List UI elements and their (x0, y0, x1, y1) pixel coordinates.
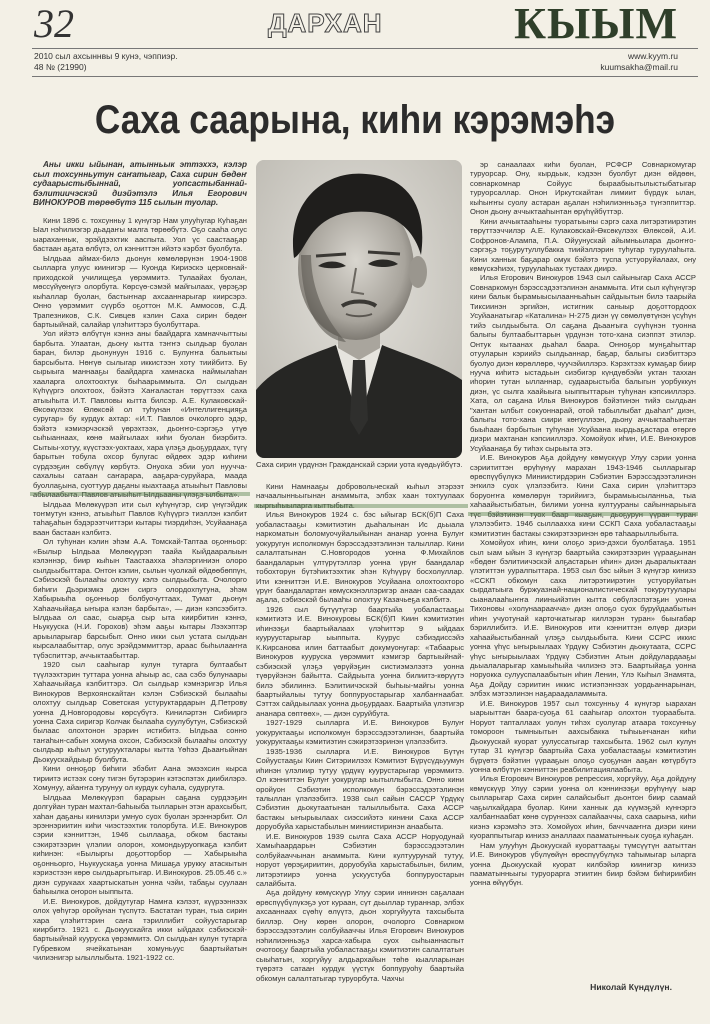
paragraph: Хомойуох иһин, кини олоҕо эриэ-дэхси буолбатаҕа. 1951 сыл ыам ыйын 3 күнүгэр баартыйа сэкирэтээрин үүрааҕынан «бөдөҥ бэлитиичэскэй алҕастарын иһин» диэн дьаралыктаан үлэтиттэн ууралпыттара. 1953 сыл бэс ыйын 3 күнүгэр кинизэ «ССКП обкомун саха литэрэтиирэтин устуоруйатын сырдатыыга буржуазнай-националистическай токурутуулары сыаналааһыҥҥа лииньийэтин кытта сөбүлэспэтэҕин уонна Тихоновы «холунаараачча» диэн олоҕо суох буруйдаабытын иһин учуотунай карточкатыгар киллэрэн туран» быыгабар бэриллибитэ. И.Е. Винокуров ити кэнниттэн өлүөр диэри хаһаайыстыбаннай үлэҕэ сылдьыбыта. Кини ССРС иккис уонна үһүс ыҥырыылаах Үрдүкү Сэбиэтин дьокутаата, ССРС үһүс ыҥырыылаах Үрдүкү Сэбиэтин Атын дойдулардааҕы дьыалаларыгар хамыыһыйа чилиэнэ этэ. Баартыйаҕа уонна норуокка сулууспалаабытын иһин Ленин, Үлэ Кыһыл Знамята, Аҕа Дойду сэриитин иккис истиэпэннээх уордьаннарынан, элбэх мэтээлинэн наҕараадаламмыта. (470, 538, 696, 699)
section-title: ДАРХАН (268, 8, 383, 38)
page-number: 32 (34, 1, 74, 46)
article-column-2 (256, 482, 464, 1012)
paragraph: 1935-1936 сылларга И.Е. Винокуров Бүтүн Сойуустааҕы Киин Ситэриилээх Кэмитиэт Бүрүсүдьуумун иһинэн үлэлиир тутуу үрдүкү куурустарыгар үөрэммитэ. Ол кэнниттэн Булуҥ уокуругар ыытыллыбыта. Онно кини оройуон Сэбиэтин исполкомун бэрэссэдээтэлинэн талыллан үлэлээбитэ. 1938 сыл сайын САССР Үрдүкү Сэбиэтин дьокутаатынан талыллыбыта. Саха АССР бастакы ыҥырыылаах сиэссийэтэ кинини Саха АССР доруобуйа харыстабылын миниистиринэн анаабыта. (256, 746, 464, 832)
paragraph: Уол ийэтэ өлбүтүн кэннэ аны баайдарга хамначчыттыы барбыта. Улаатан, дьону кытта тэҥҥэ сылдьар буолан баран, билэр дьонунуун 1916 с. Булуҥҥа балыктыы барсыбыта. Нөҥүө сылыгар иккистээн хоту тиийбитэ. Бу сырыыга маннааҕы баайдарга хамнаска наймылаһан хааларга олохтоохтук быһаарыммыта. Ол сылдьан Күһүүргэ олохтоох, бэйэтэ Хаҥаластан төрүттээх саха атыыһыта И.Т. Павловы кытта билсэр. А.Е. Кулаковскай-Өксөкүлээх Өлөксөй ол туһунан «Интеллигенцияҕа суругар» бу курдук ахтар: «И.Т. Павлов очколорго эдэр, бэйэтэ кэмиэрчэскэй үөрэхтээх, дьоҥҥо-сэргэҕэ үтүө сыһыаннаах, көнө майгылаах киһи буолан биэрбитэ. Сытыы-хотуу, күүстээх-уохтаах, хара үлэҕэ дьоҕурдаах, түгү барытын тобула охсор булугас өйдөөх эдэр киһини сүрдээҕин сөбүлүү көрбүтэ. Онуоха эбии уол нуучча-сахалыы сатаан саҥарара, ааҕара-суруйара, маада буоллаҕына, суоттуур даҕаны кыахтааҕа атыыһыт Павловы абылаабыта. Павлов атыыһыт Ылдьааны үлэҕэ ылбыта». (33, 329, 247, 500)
article-author: Николай Күндүлүн. (590, 982, 672, 992)
portrait-photo (256, 160, 462, 458)
article-column-1 (33, 160, 247, 1000)
paragraph: И.Е. Винокуров 1939 сылга Саха АССР Норуодунай Хамыһаардарын Сэбиэтин бэрэссэдээтэлин солбуйааччынан анаммыта. Кини култуурунай тутуу, норуот үөрэҕириитин, доруобуйа харыстабылын, билим, литэрэтиирэ уонна ускуустуба боппуруостарын салайбыта. (256, 831, 464, 889)
paragraph: 1927-1929 сылларга И.Е. Винокуров Булуҥ уокуруктааҕы исполкомун бэрэссэдээтэлинэн, баартыйа уокуруктааҕы кэмитиэтин сэкирэтээринэн үлэлээбитэ. (256, 718, 464, 747)
paragraph: Кини онноҕор биһиги эбэбит Аана эмээхсин кырса тириитэ истээх сону тигэн бүтэрэрин кэтэспэтэх диибилэрэ. Хомунуу, айаҥҥа турунуу ол курдук суһала, судургута. (33, 764, 247, 793)
contact-info (600, 51, 678, 73)
paragraph: Ылдьаа Мөлөкүүрэп барарын саҕана сурдээҕин долгуйан туран махтал-баһыыба тылларын этэн арахсыбыт, хаһан даҕаны кинилэри умнуо суох буолан эрэннэрбит. Ол эрэннэриитин киһи чиэстээхтик толорбута. И.Е. Винокуров сэрии кэнниттэн, 1946 сыллааҕа, обком бастакы сэкирэтээрин үлэлии олорон, хомондьуруопкаҕа кэлбит киһинэн: «Былыргы доҕотторбор — Хабырыыһа оҕонньорго, Ньукуускаҕа уонна Мишаҕа урукку атаскытын кэриэстээн көрө сылдьаргытыгар. И.Винокуров. 25.05.46 с.» диэн сурукаах хаартыскатын уонна чэйи, табаҕы суулаан баһыылка оҥорон ыыппыта. (33, 792, 247, 897)
highlight-mark (468, 512, 698, 516)
newspaper-logo: КЫЫМ (514, 0, 678, 48)
paragraph: Кини аччыктааһыны туоратыыны сэргэ саха литэрэтиирэтин төрүттээччилэр А.Е. Кулаковскай-Өксөкүлээх Өлөксөй, А.И. Софронов-Алампа, П.А. Ойуунускай айымньыларa дьоҥҥо-сэргэҕэ тоҕурутуллубакка тиийэллэрин туһугар туруулаһыта. Кини ханнык баҕарар омук бэйэтэ туспа устуоруйалаах, ону көмүскэһиэх, туруулаһыах тустаах диирэ. (470, 216, 696, 273)
highlight-mark (254, 504, 468, 508)
paragraph: Аҕа дойдуну көмүскүүр Улуу сэрии иннинэн саҕалаан өрөспүүбүлүкэҕэ уот кураан, сүт дьыллар тураннар, элбэх ахсааннаах сүөһү өлүүтэ, дьон хоргуйуута тахсыбыта биллэр. Ону көрөн олорон, очолорго Совнарком бэрэссэдээтэлин солбуйааччы Илья Егорович Винокуров нэһилиэнньэҕэ харса-хабыра суох сыһыаннаспыт очотооҕу баартыйа уобаластааҕы кэмитиэтин салалтатын сыыһатын, хоргуйуу алдьархайын төһө кыалларынан түөрэтэ сатаан курдук үүстүк боппуруоһу баартыйа обкомун салалтатыгар туруорбута. Чахчы (256, 888, 464, 983)
header-rule (32, 48, 698, 49)
paragraph: Илья Егорович Винокуров 1943 сыл сайыныгар Саха АССР Совнаркомун бэрэссэдээтэлинэн анаммыта. Ити сыл күһүнүгэр кини балык бырамыысылаанньаһын сайдыытын билэ таарыйа Тиксиинэн эргийэн, истигник саныыр доҕоттордоох Усуйаанатыгар «Каталина» Н-275 диэн үү сөмөлүөтүнэн үсүһүн тийэ сылдьыбыта. Ол саҕана Дьааҥыга сүүһүнэн туонна балыгы бултаабыттарын үрдүнэн тото-хана сиэппэт этилэр. Онтук кытаанах дьаһал баара. Онноҕор мунҕаһыттар отууларын кэриийэ сылдьаннар, баҕар, балыгы сиэбиттэрэ буолуо диэн көрөллөрө, чуучэйиллэрэ. Кэрэхтээх кумаҕар биир нууча киһитэ ыстадьын сиэбигэр күндүөбэйи уктан таххан иһорин тутан ылланнар, судаарыстыба балыгын уорбуккун диэн, үс сылга хаайыыга ыыппыттарын туһунан кэпсииллэрэ. Хата, ол саҕана Илья Винокуров бэйэтинэн тийэ сылдьан "хантан ылбыт сокуоннарай, отой табыллыбат дьаһал" диэн, балыгы тото-хана сиири көҥүллээн, дьону аччыктааһынтан быыһаан бэрбытын туһунан Усуйаана кырдьаҕастара өтөргө диэри махтанан кэпсииллэрэ. Хомойуох иһин, И.Е. Винокуров Усуйаанаҕа бу тиһэх сырыыта этэ. (470, 273, 696, 453)
article-lead: Аны икки ыйынан, атынньык эттэххэ, кэлэр сыл тохсунньутун саҥатыгар, Саха сирин бөдөҥ судаарыстыбыннай, уопсастыбаннай-бэлитиичэскэй диэйэтэлэ Илья Егорович ВИНОКУРОВ төрөөбүтэ 115 сылын туолар. (33, 160, 247, 208)
paragraph: Илья Егорович Винокуров репрессия, хоргуйуу, Аҕа дойдуну көмүскүүр Улуу сэрии уонна ол кэннинээҕи өрүһүнүү ыар сылларыгар Саха сирин салайсыбыт дьонтон биир саамай чаҕылхайдара буолар. Кини ханнык да күүмэҕэй күннэргэ халбаҥнаабат көнө сүрүннээх салайааччы, саха саарына, киһи киэнэ кэрэмэһэ этэ. Хомойуох иһин, бачччааҥҥа диэри кини куораппытыгар кинизэ аналлаах пааматынньык суоҕа куһаҕан. (470, 774, 696, 841)
highlight-mark (30, 492, 250, 496)
paragraph: Кини Намнааҕы добровольческай кыһыл этэрээт начаалынньыгынан анаммыта, элбэх хаан тохтуулаах кыргыһыыларга кыттыбыта. (256, 482, 464, 510)
article-column-3 (470, 160, 696, 960)
paragraph: Нам улууһун Дьокуускай куораттааҕы түмсүүтүн аатыттан И.Е. Винокуров үбүлүөйүн өрөспүүбүлүкэ таһымыгар ыларга уонна Дьокуускай куорат килбэйэр киинигэр кинизэ пааматынньыгы туруорарга этиитин биир бэйэм биһириибин уонна өйүүбүн. (470, 840, 696, 888)
website-link[interactable]: www.kyym.ru (627, 51, 678, 61)
paragraph: эр санаалаах киһи буолан, РСФСР Совнаркомугар туруорсар. Ону, кырдьык, кэдээн буолбут диэн өйдөөн, совнаркомнар Сойуус быраабыытылыстыбатыгар туруорсаллар. Онон Иркутскайтан лимиит бүрдүк ылан, кыһыҥҥы суолу астаран аҕалан нэһилиэнньэҕэ түҥэппиттэр. Онон дьону аччыктааһынтан өрүһүйбүттэр. (470, 160, 696, 217)
portrait-image (256, 160, 462, 458)
paragraph: Ылдьаа аймах-билэ дьонун көмөлөрүнэн 1904-1908 сылларга улуус киинигэр — Куонда Кириэскэ церковнай-приходской училищеҕа үөрэммитэ. Тулаайах буолан, мөссүйүөнүгэ олорбута. Көрсүө-сэмэй майгылаах, үөрэҕэр кыһаллар буолан, бастыҥнар ахсааннарыгар киирсэрэ. Онно үөрэммит сүүрбэ оҕоттон М.К. Аммосов, С.Д. Трапезников, С.К. Сивцев кэлин Саха сирин бөдөҥ бартыыйнай, салайар үлэһиттэрэ буолбуттара. (33, 253, 247, 329)
meta-rule (32, 76, 698, 77)
paragraph: 1926 сыл бүтүүтүгэр баартыйа уобаластааҕы кэмитиэтэ И.Е. Винокуровы БСК(б)П Киин кэмитиэтин иһинээҕи баартыйалаах үлэһиттэр 9 ыйдаах кууруустарыгар ыыппыта. Куурус сэбиэдиссэйэ К.Кирсанова илин баттаабыт докумуонугар: «Табаарыс Винокуров кууруска үөрэммит кэмигэр бартыыйнай-сэбиэскэй үлэҕэ үөрүйэҕин систиэмэлээтэ уонна түөрүйэнэн байытта. Сайдыыта уонна билиитэ-көрүүтэ билэ эбилиннэ. Бэлитиичэскэй быһыы-майгы уонна баартыйалыы тутуу боппуруостарыгар халбаҥнаабат. Сэттэх сайдыылаах уонна дьоҕурдаах. Баартыйа үлэтигэр ананара сөптөөх», — диэн суруйбута. (256, 604, 464, 718)
issue-number: 48 № (21990) (34, 62, 87, 72)
email-link[interactable]: kuumsakha@mail.ru (600, 62, 678, 72)
paragraph: И.Е. Винокуров, дойдутугар Намҥа кэлээт, күүрээннээх олох үөһүгэр оройунан түспүтэ. Бастатан туран, тыа сирин хара үлэһиттэрин саҥа тэриллибит сойуустарыгар киирбитэ. 1921 с. Дьокуускайга икки ыйдаах сэбиэскэй-бартыыйнай кууруска үөрэммитэ. Ол сылдьан кулун тутарга Губревком ячейкатынан хомуньуус баартыйатын чилиэнигэр ылыллыбыта. 1921-1922 сс. (33, 896, 247, 963)
paragraph: Ол туһунан кэлин эһэм А.А. Томскай-Таптаа оҕонньор: «Былыр Ылдьаа Мөлөкүүрэп таайа Кыйдааралыын кэлэннэр, биир кыһын Таастаахха эһэлэргиниэн олоро сылдьыбыттара. Онтон кэлин, сылын чуолкай өйдөөбөппүн, Сэбиэскэй былааһы олохтуу кэлэ сылдьыбыта. Очолорго биһиги Дьэризмкэ диэн сиргэ олордохпутуна, эһэм Хабырыыһа оҕонньор болбуочуттаах, Тумат дьонун Хаһаачыйаҕа ыҥыра кэлэн барбыта», — диэн кэпсээбитэ. Ылдьаа ол саас, сыарҕа сыр ыта киирбитин кэннэ, Ньукууска (Н.И. Горохов) эһэм ааҕы кытары Лээхэптэр арыыларыгар барсыбыт. Онно икки сыл устата сылдьан кырсалаабыттар, олус эрэйдэммиттэр, араас быһылааҥҥа түбэспиттэр, аччыктаабыттар. (33, 537, 247, 660)
paragraph: И.Е. Винокуров Аҕа дойдуну көмүскүүр Улуу сэрии уонна сэриититтэн өрүһүнүү марахан 1943-1946 сылларыгар өрөспүүбүлүкэ Миниистирдэрин Сэбиэтин Бэрэссэдээтэлинэн эҥкилэ суох үлэлээбитэ. Кини Саха сирин үлэһиттэрэ боруоҥҥа көмөлөрүн тэрийиигэ, бырамыысыланньа, тыа хаһаайыстыбатын, билими уонна култуураны сайыннарыыга түс бэйэтинэн туох баар кыаҕын, дьоҕурун үүран туран үлэлээбитэ. 1946 сыллаахха кини ССКП Саха уобаластааҕы кэмитиэтин бастакы сэкирэтээринэн өрө таһаарыллыбыта. (470, 453, 696, 538)
photo-caption: Саха сирин үрдүнэн Гражданскай сэрии уота күөдьүйбүтэ. (256, 460, 463, 469)
issue-info (34, 51, 178, 73)
paragraph: Кини 1896 с. тохсунньу 1 күнүгэр Нам улууһугар Куһаҕан Ыал нэһилиэгэр дьадаҥы малга төрөөбүтэ. Оҕо сааһа олус ыараханнык, эрэйдээхтик ааспыта. Уол үс саастааҕар бастаан аҕата өлбүтэ, ол кэнниттэн ийэтэ кэрбэт буолбута. (33, 215, 247, 254)
paragraph: 1920 сыл сааһыгар кулун тутарга бултаабыт түүлээхтэрин туттара уонна аһыыр ас, саа сэбэ булунаары Хаһаачыйаҕа кэлбиттэрэ. Ол сылдьар кэмнэригэр Илья Винокуров Верхоянскайтан кэлэн Сэбиэскэй былааһы олохтуу сылдьар Советская устуруктардарын Д.Петрову уонна Д.Новгородовы көрсүбүтэ. Киниләртэн Сибииргэ уонна Саха сиригэр Колчак былааһа суулубутун, Сэбиэскэй былаас олохтонон эрэрин истибитэ. Ылдьаа сонно таҥаһын-сабын хомуна охсон, Сэбиэскэй былааһы олохтуу сылдьар кыһыл устуруукталары кытта Үөһээ Дьааҥыйнан Дьокуускайдыыр буолбута. (33, 660, 247, 764)
paragraph: Илья Винокуров 1924 с. бэс ыйыгар БСК(б)П Саха уобаластааҕы кэмитиэтин дьаһалынан Ис дьыала наркоматын боломуочуйалыйынан ананар уонна Булуҥ уокуругун исполкомун бэрэссэдээтэлинэн талыллар. Кини салалтатынан С.Новгородов уонна Ф.Михайлов баандаларын үлтүрүтэллэр уонна үрүҥ баандалар тобохторун бүтэһиктээхтик эһэн Күһүүрү босхолуллар. Ити кэнниттэн И.Е. Винокуров Усуйаана олохтоохторо үрүҥ баандалартан көмүскэнэллэригэр анаан саа-саадах аҕала, сэбиэскэй былааһы олохтуу Казачьеҕа кэлбитэ. (256, 510, 464, 605)
article-headline: Саха саарына, киhи кэрэмэhэ (94, 98, 616, 142)
issue-date: 2010 сыл ахсыннвы 9 кунэ, чэппиэр. (34, 51, 178, 61)
paragraph: И.Е. Винокуров 1957 сыл тохсунньу 4 күнүгэр ыарахан ыарыыттан баара-суоҕа 61 сааһыгар олохтон туораабыта. Норуот тапталлаах уолун тиһэх суолугар атаара тохсунньу томороон тымныытын аахсыбакка тыһыынчанан киһи Дьокуускай куорат уулуссатыгар тахсыбыта. 1962 сыл кулун тутар 31 күнүгэр баартыйа Саха уобаластааҕы кэмитиэтин бүрүөтэ бэйэтин үүрааҕын олоҕо суоҕунан ааҕан көтүрбүтэ уонна өлбүтүн кэнниттэн реабилитациялаабыта. (470, 698, 696, 774)
paragraph: Ылдьаа Мөлөкүүрэп ити сыл күһүнүгэр, сир үнүгэйдик тоҥмутун кэннэ, атыыһыт Павлов Күһүүргэ тиэллэн кэлбит таһаҕаһын бэдэрээтчиттэри кытары тиэрдиһэн, Усуйаанаҕа ваан бастаан кэлбитэ. (33, 499, 247, 537)
